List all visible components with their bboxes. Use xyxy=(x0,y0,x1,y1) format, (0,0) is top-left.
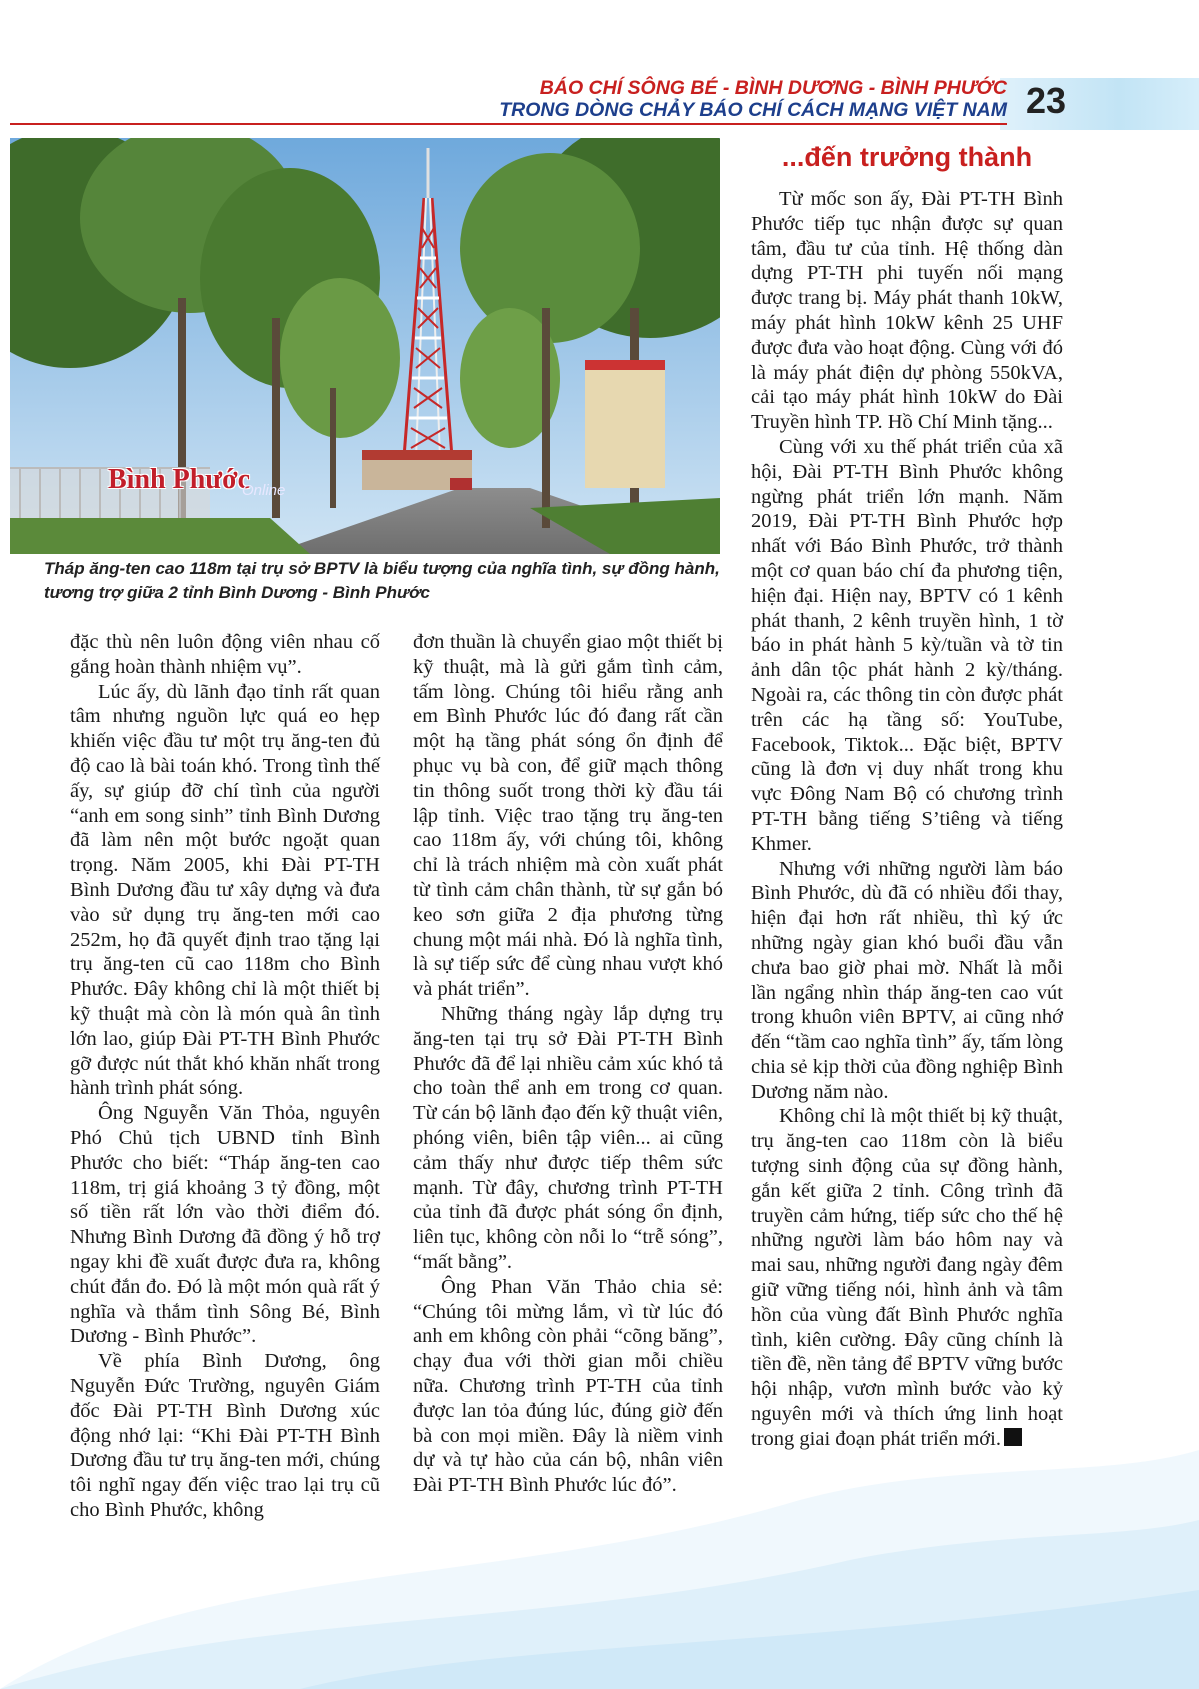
paragraph: Lúc ấy, dù lãnh đạo tỉnh rất quan tâm nhưng nguồn lực quá eo hẹp khiến việc đầu tư một trụ ăng-ten đủ độ cao là bài toán khó. Trong tình thế ấy, sự giúp đỡ chí tình của người “anh em song sinh” tỉnh Bình Dương đã làm nên một bước ngoặt quan trọng. Năm 2005, khi Đài PT-TH Bình Dương đầu tư xây dựng và đưa vào sử dụng trụ ăng-ten mới cao 252m, họ đã quyết định trao tặng lại trụ ăng-ten cũ cao 118m cho Bình Phước. Đây không chỉ là một thiết bị kỹ thuật mà còn là món quà ân tình lớn lao, giúp Đài PT-TH Bình Phước gỡ được nút thắt khó khăn nhất trong hành trình phát sóng. xyxy=(70,680,380,1100)
header-title-line1: BÁO CHÍ SÔNG BÉ - BÌNH DƯƠNG - BÌNH PHƯỚC xyxy=(539,77,1007,99)
page-number: 23 xyxy=(1026,80,1067,121)
paragraph-text: Không chỉ là một thiết bị kỹ thuật, trụ ăng-ten cao 118m còn là biểu tượng sinh động của sự đồng hành, gắn kết giữa 2 tỉnh. Công trình đã truyền cảm hứng, tiếp sức cho thế hệ những người làm báo hôm nay và mai sau, những người đang ngày đêm giữ vững tiếng nói, hình ảnh và tâm hồn của vùng đất Bình Phước nghĩa tình, kiên cường. Đây cũng chính là tiền đề, nền tảng để BPTV vững bước hội nhập, vươn mình bước vào kỷ nguyên mới và thích ứng linh hoạt trong giai đoạn phát triển mới. xyxy=(751,1105,1063,1450)
paragraph: Ông Nguyễn Văn Thỏa, nguyên Phó Chủ tịch UBND tỉnh Bình Phước cho biết: “Tháp ăng-ten cao 118m, trị giá khoảng 3 tỷ đồng, một số tiền rất lớn vào thời điểm đó. Nhưng Bình Dương đã đồng ý hỗ trợ ngay khi đề xuất được đưa ra, không chút đắn đo. Đó là một món quà rất ý nghĩa và thắm tình Sông Bé, Bình Dương - Bình Phước”. xyxy=(70,1102,380,1348)
paragraph: Ông Phan Văn Thảo chia sẻ: “Chúng tôi mừng lắm, vì từ lúc đó anh em không còn phải “cõng băng”, chạy đua với thời gian mỗi chiều nữa. Chương trình PT-TH của tỉnh được lan tỏa đúng lúc, đúng giờ đến bà con mọi miền. Đây là niềm vinh dự và tự hào của cán bộ, nhân viên Đài PT-TH Bình Phước lúc đó”. xyxy=(413,1275,723,1497)
article-column-1 xyxy=(70,630,380,1523)
paragraph: Những tháng ngày lắp dựng trụ ăng-ten tại trụ sở Đài PT-TH Bình Phước đã để lại nhiều cảm xúc khó tả cho toàn thể anh em trong cơ quan. Từ cán bộ lãnh đạo đến kỹ thuật viên, phóng viên, biên tập viên... ai cũng cảm thấy như được tiếp thêm sức mạnh. Từ đây, chương trình PT-TH của tỉnh đã được phát sóng ổn định, liên tục, không còn nỗi lo “trễ sóng”, “mất bằng”. xyxy=(413,1002,723,1273)
paragraph: Nhưng với những người làm báo Bình Phước, dù đã có nhiều đổi thay, hiện đại hơn rất nhiều, thì ký ức những ngày gian khó buổi đầu vẫn chưa bao giờ phai mờ. Nhất là mỗi lần ngẩng nhìn tháp ăng-ten cao vút trong khuôn viên BPTV, ai cũng nhớ đến “tầm cao nghĩa tình” ấy, tấm lòng chia sẻ kịp thời của đồng nghiệp Bình Dương năm nào. xyxy=(751,857,1063,1103)
article-column-3 xyxy=(751,187,1063,1452)
paragraph: đặc thù nên luôn động viên nhau cố gắng hoàn thành nhiệm vụ”. xyxy=(70,631,380,678)
header-title-line2: TRONG DÒNG CHẢY BÁO CHÍ CÁCH MẠNG VIỆT NAM xyxy=(499,99,1007,121)
header-rule xyxy=(10,123,1007,125)
paragraph: Về phía Bình Dương, ông Nguyễn Đức Trường, nguyên Giám đốc Đài PT-TH Bình Dương xúc động nhớ lại: “Khi Đài PT-TH Bình Dương đầu tư trụ ăng-ten mới, chúng tôi nghĩ ngay đến việc trao lại trụ cũ cho Bình Phước, không xyxy=(70,1350,380,1521)
paragraph-last xyxy=(751,1104,1063,1451)
paragraph: Cùng với xu thế phát triển của xã hội, Đài PT-TH Bình Phước không ngừng phát triển lớn mạnh. Năm 2019, Đài PT-TH Bình Phước hợp nhất với Báo Bình Phước, trở thành một cơ quan báo chí đa phương tiện, hiện đại. Hiện nay, BPTV có 1 kênh phát thanh, 2 kênh truyền hình, 1 tờ báo in phát hành 5 kỳ/tuần và tờ tin ảnh dân tộc phát hành 2 kỳ/tháng. Ngoài ra, các thông tin còn được phát trên các hạ tầng số: YouTube, Facebook, Tiktok... Đặc biệt, BPTV cũng là đơn vị duy nhất trong khu vực Đông Nam Bộ có chương trình PT-TH bằng tiếng S’tiêng và tiếng Khmer. xyxy=(751,435,1063,855)
photo-logo: Bình Phước xyxy=(108,464,251,495)
photo-logo-sub: Online xyxy=(242,482,286,499)
decorative-background xyxy=(0,1440,1199,1689)
paragraph: đơn thuần là chuyển giao một thiết bị kỹ thuật, mà là gửi gắm tình cảm, tấm lòng. Chúng tôi hiểu rằng anh em Bình Phước lúc đó đang rất cần một hạ tầng phát sóng ổn định để phục vụ bà con, để giữ mạch thông tin thông suốt trong thời kỳ đầu tái lập tỉnh. Việc trao tặng trụ ăng-ten cao 118m ấy, với chúng tôi, không chỉ là trách nhiệm mà còn xuất phát từ tình cảm chân thành, từ sự gắn bó keo sơn giữa 2 địa phương từng chung một mái nhà. Đó là nghĩa tình, là sự tiếp sức để cùng nhau vượt khó và phát triển”. xyxy=(413,631,723,1001)
photo-caption: Tháp ăng-ten cao 118m tại trụ sở BPTV là biểu tượng của nghĩa tình, sự đồng hành, tương trợ giữa 2 tỉnh Bình Dương - Bình Phước xyxy=(44,559,720,602)
paragraph: Từ mốc son ấy, Đài PT-TH Bình Phước tiếp tục nhận được sự quan tâm, đầu tư của tỉnh. Hệ thống dàn dựng PT-TH phi tuyến nối mạng được trang bị. Máy phát thanh 10kW, máy phát hình 10kW kênh 25 UHF được đưa vào hoạt động. Cùng với đó là máy phát điện dự phòng 550kVA, cải tạo máy phát hình 10kW do Đài Truyền hình TP. Hồ Chí Minh tặng... xyxy=(751,188,1063,434)
article-column-2 xyxy=(413,630,723,1498)
antenna-tower-photo xyxy=(10,138,720,554)
section-heading: ...đến trưởng thành xyxy=(781,142,1033,172)
